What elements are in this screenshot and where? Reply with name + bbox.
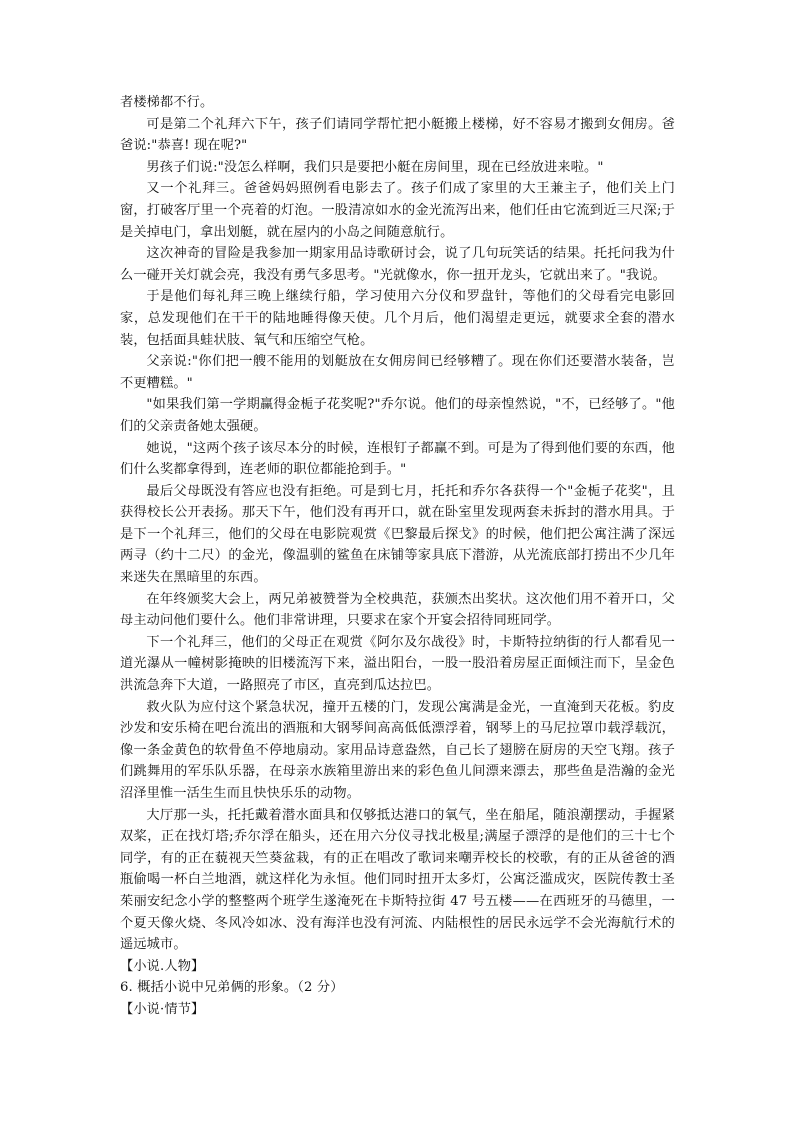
paragraph-9: 她说，"这两个孩子该尽本分的时候，连根钉子都赢不到。可是为了得到他们要的东西，他们什么奖都拿得到，连老师的职位都能抢到手。" [120,440,675,478]
section-tag-character: 【小说.人物】 [120,958,205,974]
paragraph-3: 男孩子们说:"没怎么样啊，我们只是要把小艇在房间里，现在已经放进来啦。" [146,159,604,175]
paragraph-1: 者楼梯都不行。 [120,95,214,110]
paragraph-5: 这次神奇的冒险是我参加一期家用品诗歌研讨会，说了几句玩笑话的结果。托托问我为什么一碰开关灯就会亮，我没有勇气多思考。"光就像水，你一扭开龙头，它就出来了。"我说。 [120,246,675,283]
question-6: 6. 概括小说中兄弟俩的形象。（2 分） [120,980,344,996]
paragraph-10: 最后父母既没有答应也没有拒绝。可是到七月，托托和乔尔各获得一个"金栀子花奖"，且获得校长公开表扬。那天下午，他们没有再开口，就在卧室里发现两套未拆封的潜水用具。于是下一个礼拜三，他们的父母在电影院观赏《巴黎最后探戈》的时候，他们把公寓注满了深远两寻（约十二尺）的金光，像温驯的鲨鱼在床铺等家具底下潜游，从光流底部打捞出不少几年来迷失在黑暗里的东西。 [120,483,675,586]
paragraph-11: 在年终颁奖大会上，两兄弟被赞誉为全校典范，获颁杰出奖状。这次他们用不着开口，父母主动问他们要什么。他们非常讲理，只要求在家个开宴会招待同班同学。 [120,591,675,629]
paragraph-7: 父亲说:"你们把一艘不能用的划艇放在女佣房间已经够糟了。现在你们还要潜水装备，岂不更糟糕。" [120,354,675,391]
paragraph-2: 可是第二个礼拜六下午，孩子们请同学帮忙把小艇搬上楼梯，好不容易才搬到女佣房。爸爸说:"恭喜! 现在呢?" [120,116,675,154]
paragraph-14: 大厅那一头，托托戴着潜水面具和仅够抵达港口的氧气，坐在船尾，随浪潮摆动，手握紧双桨，正在找灯塔;乔尔浮在船头，还在用六分仪寻找北极星;满屋子漂浮的是他们的三十七个同学，有的正在藐视天竺葵盆栽，有的正在唱改了歌词来嘲弄校长的校歌，有的正从爸爸的酒瓶偷喝一杯白兰地酒，就这样化为永恒。他们同时扭开太多灯，公寓泛滥成灾，医院传教士圣茱丽安纪念小学的整整两个班学生遂淹死在卡斯特拉街 47 号五楼——在西班牙的马德里，一个夏天像火烧、冬风冷如冰、没有海洋也没有河流、内陆根性的居民永远学不会光海航行术的遥远城市。 [120,807,675,953]
paragraph-4: 又一个礼拜三。爸爸妈妈照例看电影去了。孩子们成了家里的大王兼主子，他们关上门窗，打破客厅里一个亮着的灯泡。一股清凉如水的金光流泻出来，他们任由它流到近三尺深;于是关掉电门，拿出划艇，就在屋内的小岛之间随意航行。 [120,181,675,240]
paragraph-13: 救火队为应付这个紧急状况，撞开五楼的门，发现公寓满是金光，一直淹到天花板。豹皮沙发和安乐椅在吧台流出的酒瓶和大钢琴间高高低低漂浮着，钢琴上的马尼拉罩巾载浮载沉，像一条金黄色的软骨鱼不停地扇动。家用品诗意盎然，自己长了翅膀在厨房的天空飞翔。孩子们跳舞用的军乐队乐器，在母亲水族箱里游出来的彩色鱼儿间漂来漂去，那些鱼是浩瀚的金光沼泽里惟一活生生而且快快乐乐的动物。 [120,699,675,801]
paragraph-6: 于是他们每礼拜三晚上继续行船，学习使用六分仪和罗盘针，等他们的父母看完电影回家，总发现他们在干干的陆地睡得像天使。几个月后，他们渴望走更远，就要求全套的潜水装，包括面具蛙状肢、氧气和压缩空气枪。 [120,289,675,348]
paragraph-8: "如果我们第一学期赢得金栀子花奖呢?"乔尔说。他们的母亲惶然说，"不，已经够了。"他们的父亲责备她太强硬。 [120,397,675,434]
paragraph-12: 下一个礼拜三，他们的父母正在观赏《阿尔及尔战役》时，卡斯特拉纳街的行人都看见一道光瀑从一幢树影掩映的旧楼流泻下来，溢出阳台，一股一股沿着房屋正面倾注而下，呈金色洪流急奔下大道，一路照亮了市区，直亮到瓜达拉巴。 [120,634,675,694]
document-body [120,92,675,1021]
section-tag-plot: 【小说·情节】 [120,1001,205,1017]
